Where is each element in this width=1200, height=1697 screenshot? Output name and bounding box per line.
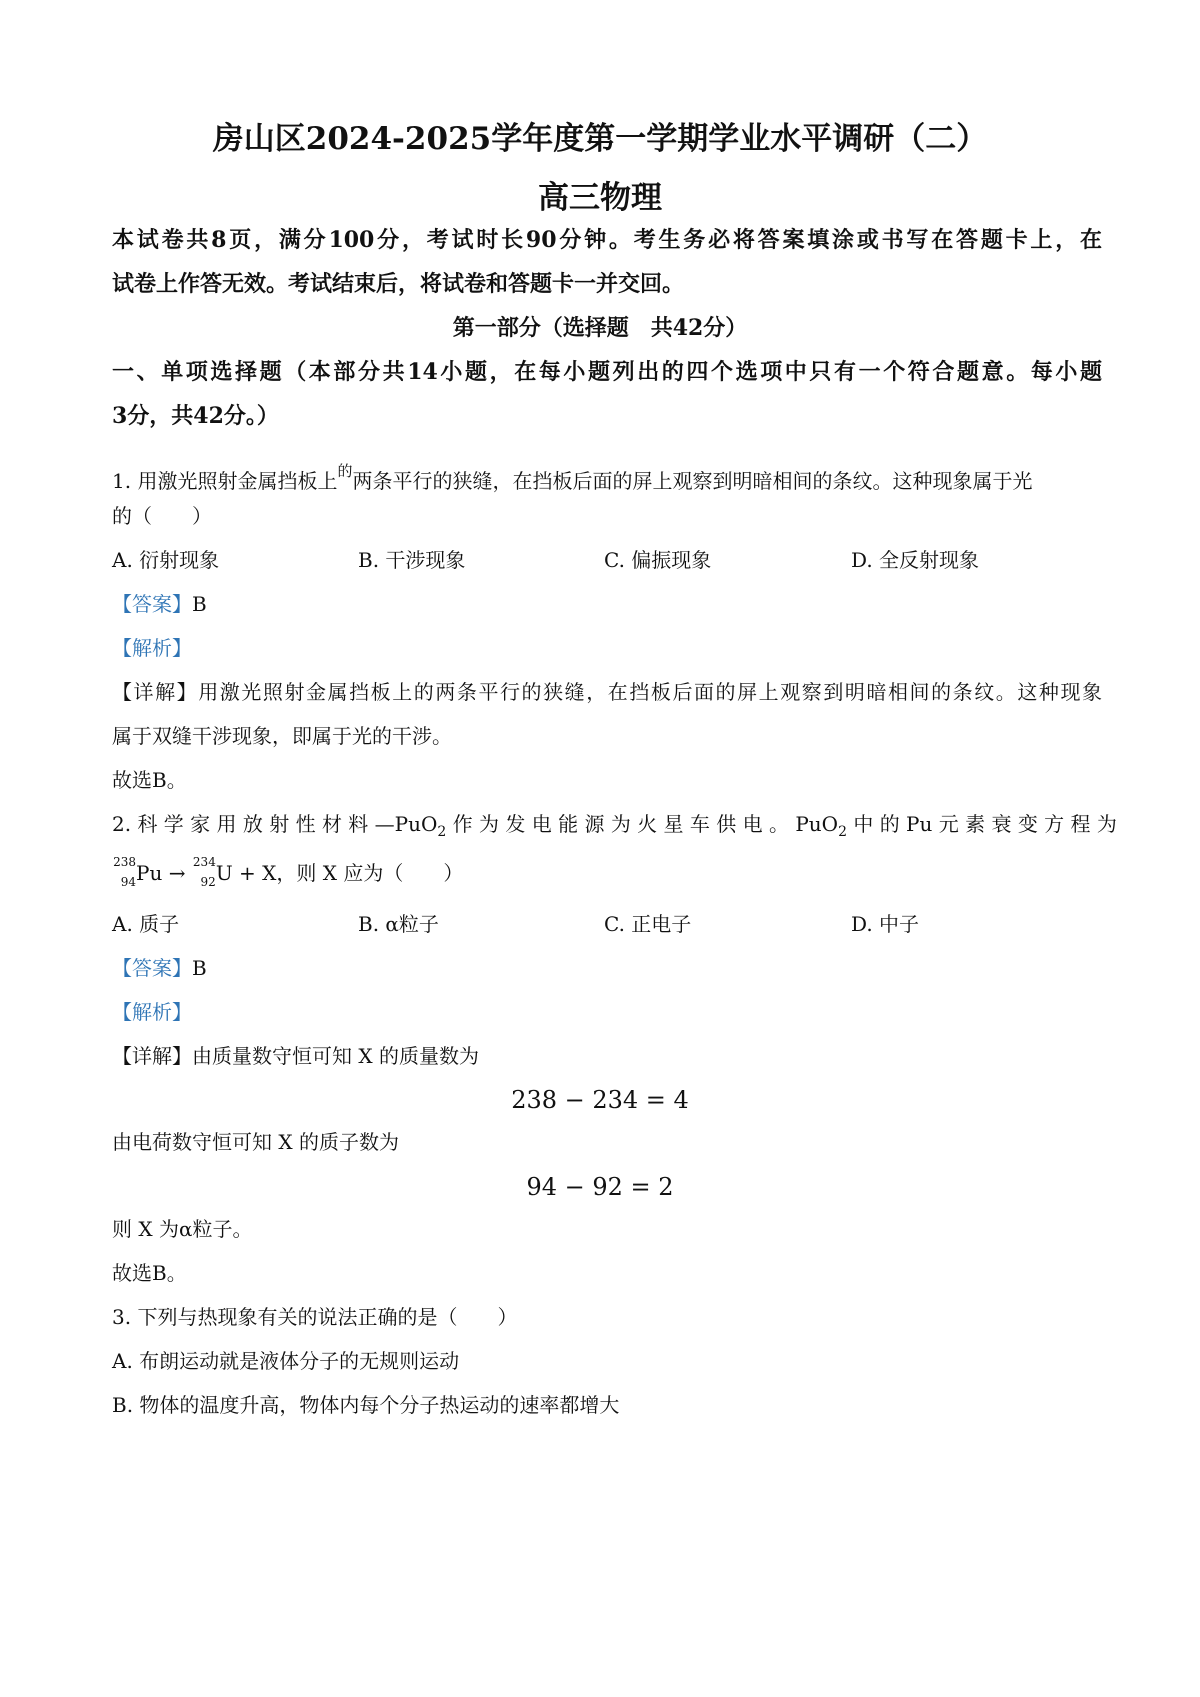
q1-detail-line-1: 【详解】用激光照射金属挡板上的两条平行的狭缝，在挡板后面的屏上观察到明暗相间的条纹。这种现象 bbox=[112, 680, 1102, 704]
q2-stem-subscript-2: 2 bbox=[838, 824, 847, 840]
u-mass-number: 234 bbox=[192, 855, 216, 869]
part-title: 第一部分（选择题 共42分） bbox=[452, 315, 748, 341]
q2-option-b: B. α粒子 bbox=[358, 912, 439, 936]
q1-stem-part-a: 1. 用激光照射金属挡板上 bbox=[112, 469, 338, 493]
decay-arrow: → bbox=[162, 861, 192, 885]
exam-title: 房山区2024-2025学年度第一学期学业水平调研（二） bbox=[212, 121, 988, 157]
pu-mass-number: 238 bbox=[113, 855, 136, 869]
q1-analysis-tag: 【解析】 bbox=[112, 636, 192, 660]
u-nuclide-indices bbox=[192, 856, 216, 888]
q2-answer-tag: 【答案】 bbox=[112, 956, 192, 980]
exam-subject: 高三物理 bbox=[538, 180, 662, 216]
q2-stem-line-1 bbox=[112, 810, 1117, 846]
q1-option-b: B. 干涉现象 bbox=[358, 548, 466, 572]
q1-conclusion: 故选B。 bbox=[112, 768, 187, 792]
q2-answer bbox=[112, 954, 1102, 982]
q2-stem-part-2: 作 为 发 电 能 源 为 火 星 车 供 电 。 PuO bbox=[446, 812, 839, 836]
section-heading-line-1: 一、单项选择题（本部分共14小题，在每小题列出的四个选项中只有一个符合题意。每小题 bbox=[112, 359, 1102, 385]
q1-stem-line-2: 的（ ） bbox=[112, 504, 212, 528]
u-plus-x: U + X bbox=[215, 861, 277, 885]
pu-nuclide-indices bbox=[112, 856, 136, 888]
q1-option-d: D. 全反射现象 bbox=[851, 548, 980, 572]
q2-conclusion: 故选B。 bbox=[112, 1261, 187, 1285]
q1-stem-part-b: 两条平行的狭缝，在挡板后面的屏上观察到明暗相间的条纹。这种现象属于光 bbox=[352, 469, 1033, 493]
u-charge-number: 92 bbox=[200, 875, 216, 889]
q2-detail-line-2: 由电荷数守恒可知 X 的质子数为 bbox=[112, 1130, 399, 1154]
q2-stem-part-1: 2. 科 学 家 用 放 射 性 材 料 —PuO bbox=[112, 812, 438, 836]
q2-option-a: A. 质子 bbox=[112, 912, 180, 936]
pu-charge-number: 94 bbox=[120, 875, 136, 889]
q2-analysis-tag: 【解析】 bbox=[112, 1000, 192, 1024]
pu-symbol: Pu bbox=[136, 861, 163, 885]
q3-option-b: B. 物体的温度升高，物体内每个分子热运动的速率都增大 bbox=[112, 1393, 620, 1417]
q2-formula-mass: 238 − 234 = 4 bbox=[511, 1086, 689, 1114]
notice-line-1: 本试卷共8页，满分100分，考试时长90分钟。考生务必将答案填涂或书写在答题卡上，在 bbox=[112, 227, 1102, 253]
q2-option-d: D. 中子 bbox=[851, 912, 920, 936]
section-heading-line-2: 3分，共42分。） bbox=[112, 403, 279, 429]
q2-detail-line-1: 【详解】由质量数守恒可知 X 的质量数为 bbox=[112, 1044, 479, 1068]
q2-detail-line-3: 则 X 为α粒子。 bbox=[112, 1217, 253, 1241]
q1-answer-value: B bbox=[192, 592, 207, 616]
q2-stem-part-3: 中 的 Pu 元 素 衰 变 方 程 为 bbox=[846, 812, 1117, 836]
q2-formula-charge: 94 − 92 = 2 bbox=[526, 1173, 674, 1201]
q1-stem-superscript: 的 bbox=[337, 462, 353, 480]
q2-answer-value: B bbox=[192, 956, 207, 980]
q2-stem-tail: ，则 X 应为（ ） bbox=[276, 861, 464, 885]
q1-option-c: C. 偏振现象 bbox=[604, 548, 712, 572]
q3-option-a: A. 布朗运动就是液体分子的无规则运动 bbox=[112, 1349, 460, 1373]
q2-decay-equation-line bbox=[112, 856, 1102, 890]
q1-stem-line-1 bbox=[112, 457, 1102, 495]
q1-answer-tag: 【答案】 bbox=[112, 592, 192, 616]
notice-line-2: 试卷上作答无效。考试结束后，将试卷和答题卡一并交回。 bbox=[112, 271, 685, 297]
q1-option-a: A. 衍射现象 bbox=[112, 548, 220, 572]
q1-detail-line-2: 属于双缝干涉现象，即属于光的干涉。 bbox=[112, 724, 452, 748]
q3-stem: 3. 下列与热现象有关的说法正确的是（ ） bbox=[112, 1305, 518, 1329]
q2-stem-subscript-1: 2 bbox=[437, 824, 447, 840]
q1-answer bbox=[112, 590, 1102, 618]
q2-option-c: C. 正电子 bbox=[604, 912, 692, 936]
